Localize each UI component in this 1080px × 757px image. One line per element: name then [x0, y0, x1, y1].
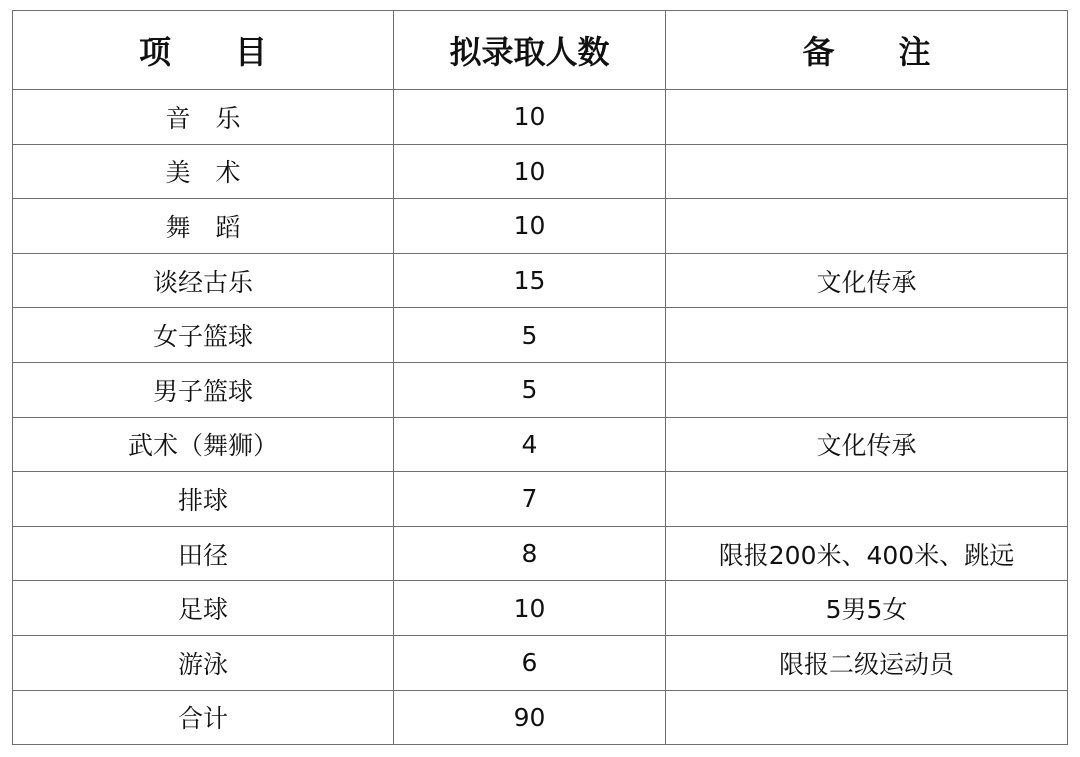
table-row — [13, 417, 1068, 472]
cell-count: 15 — [394, 253, 666, 308]
cell-note: 限报二级运动员 — [666, 635, 1068, 690]
table-row — [13, 144, 1068, 199]
cell-count: 8 — [394, 526, 666, 581]
table-row — [13, 362, 1068, 417]
cell-count: 5 — [394, 362, 666, 417]
cell-item: 舞 蹈 — [13, 199, 394, 254]
cell-note — [666, 690, 1068, 745]
table-row — [13, 199, 1068, 254]
table-row — [13, 472, 1068, 527]
cell-item: 谈经古乐 — [13, 253, 394, 308]
table-row-total — [13, 690, 1068, 745]
cell-item: 男子篮球 — [13, 362, 394, 417]
table-row — [13, 526, 1068, 581]
header-item: 项 目 — [13, 11, 394, 90]
cell-note: 限报200米、400米、跳远 — [666, 526, 1068, 581]
cell-count: 7 — [394, 472, 666, 527]
cell-note — [666, 199, 1068, 254]
cell-item: 音 乐 — [13, 90, 394, 145]
table-header-row — [13, 11, 1068, 90]
cell-item: 排球 — [13, 472, 394, 527]
cell-count: 90 — [394, 690, 666, 745]
header-count: 拟录取人数 — [394, 11, 666, 90]
cell-note — [666, 308, 1068, 363]
cell-count: 10 — [394, 581, 666, 636]
cell-note — [666, 90, 1068, 145]
cell-item: 田径 — [13, 526, 394, 581]
cell-count: 6 — [394, 635, 666, 690]
cell-note — [666, 144, 1068, 199]
cell-note — [666, 472, 1068, 527]
cell-note — [666, 362, 1068, 417]
cell-count: 4 — [394, 417, 666, 472]
cell-item: 美 术 — [13, 144, 394, 199]
cell-item: 女子篮球 — [13, 308, 394, 363]
table-row — [13, 253, 1068, 308]
cell-item: 足球 — [13, 581, 394, 636]
table-row — [13, 581, 1068, 636]
cell-count: 10 — [394, 199, 666, 254]
cell-count: 10 — [394, 144, 666, 199]
table-row — [13, 90, 1068, 145]
cell-note: 5男5女 — [666, 581, 1068, 636]
admission-quota-table — [12, 10, 1068, 745]
header-note: 备 注 — [666, 11, 1068, 90]
cell-note: 文化传承 — [666, 417, 1068, 472]
table-row — [13, 308, 1068, 363]
cell-item: 武术（舞狮） — [13, 417, 394, 472]
cell-item: 合计 — [13, 690, 394, 745]
cell-note: 文化传承 — [666, 253, 1068, 308]
cell-count: 5 — [394, 308, 666, 363]
cell-item: 游泳 — [13, 635, 394, 690]
table-row — [13, 635, 1068, 690]
cell-count: 10 — [394, 90, 666, 145]
